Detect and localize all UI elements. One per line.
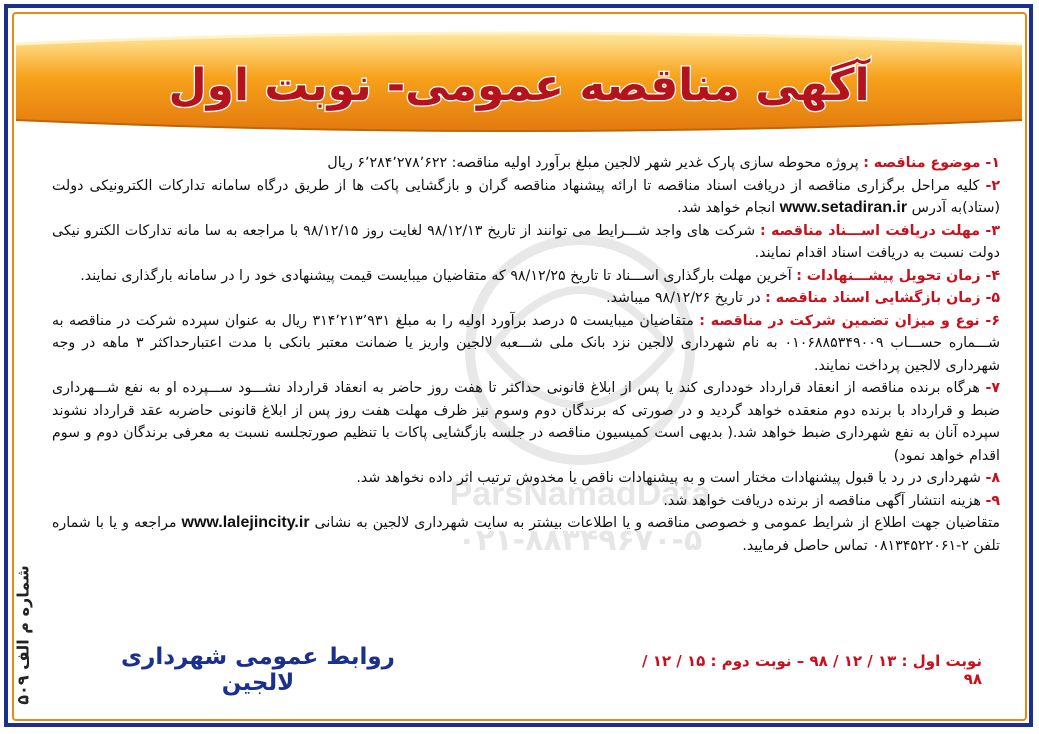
notice-body [52, 152, 1000, 557]
ad-number: شماره م الف ۵۰۹ [13, 565, 33, 705]
watermark-phone: ۰۲۱-۸۸۳۴۹۶۷۰-۵ [457, 523, 703, 558]
item-5: ۵- زمان بازگشایی اسناد مناقصه : در تاریخ ۹۸/۱۲/۲۶ میباشد. [606, 290, 1000, 306]
item-6: ۶- نوع و میزان تضمین شرکت در مناقصه : متقاضیان میبایست ۵ درصد برآورد اولیه را به مبلغ ۳۱۴٬۲۱۳٬۹۳۱ ریال به عنوان سپرده شرکت در مناقصه به شـــماره حســـاب ۰۱۰۶۸۸۵۳۴۹۰۰۹ به نام شهرداری لالجین نزد بانک ملی شـــعبه لالجین واریز یا ضمانت معتبر بانکی با مدت اعتبارحداکثر ۳ ماهه در وجه شهرداری لالجین پرداخت نمایند. [52, 312, 1000, 374]
item-3: ۳- مهلت دریافت اســـناد مناقصه : شرکت های واجد شـــرایط می توانند از تاریخ ۹۸/۱۲/۱۳ لغایت روز ۹۸/۱۲/۱۵ با مراجعه به سا مانه تدارکات الکترو نیکی دولت نسبت به دریافت اسناد اقدام نمایند. [52, 222, 1000, 261]
item-1: ۱- موضوع مناقصه : پروژه محوطه سازی پارک غدیر شهر لالجین مبلغ برآورد اولیه مناقصه: ۶٬۲۸۴٬۲۷۸٬۶۲۲ ریال [327, 155, 1000, 171]
item-8: ۸- شهرداری در رد یا قبول پیشنهادات مختار است و به پیشنهادات ناقص یا مخدوش ترتیب اثر داده نخواهد شد. [356, 470, 1000, 486]
title-banner [16, 22, 1022, 142]
item-2: ۲- کلیه مراحل برگزاری مناقصه از دریافت اسناد مناقصه تا ارائه پیشنهاد مناقصه گران و بازگشایی پاکت ها از طریق درگاه سامانه تدارکات الکترونیکی دولت (ستاد)به آدرس www.setadiran.ir انجام خواهد شد. [52, 177, 1000, 216]
item-4: ۴- زمان تحویل پیشـــنهادات : آخرین مهلت بارگذاری اســـناد تا تاریخ ۹۸/۱۲/۲۵ که متقاضیان میبایست قیمت پیشنهادی خود را در سامانه بارگذاری نمایند. [80, 267, 1000, 284]
lalejin-link[interactable]: www.lalejincity.ir [181, 514, 310, 531]
signature: روابط عمومی شهرداری لالجین [121, 644, 395, 696]
page-title: آگهی مناقصه عمومی- نوبت اول [168, 60, 870, 111]
publication-dates: نوبت اول : ۱۳ / ۱۲ / ۹۸ – نوبت دوم : ۱۵ / ۱۲ / ۹۸ [642, 652, 982, 688]
item-7: ۷- هرگاه برنده مناقصه از انعقاد قرارداد خودداری کند یا پس از ابلاغ قانونی حداکثر تا هفت روز حاضر به انعقاد قرارداد نشـــود ســـپرده او به نفع شـــهرداری ضبط و قرارداد با برنده دوم منعقده خواهد گردید و در صورتی که برندگان دوم وسوم نیز ظرف مهلت هفت روز پس از ابلاغ قانونی حاضربه عقد قرارداد نشوند سپرده آنان به نفع شهرداری ضبط خواهد شد.( بدیهی است کمیسیون مناقصه در جلسه بازگشایی پاکات با تنظیم صورتجلسه نسبت به معرفی برندگان دوم و سوم اقدام خواهد نمود) [52, 380, 1000, 464]
watermark-text: ParsNamadData [449, 475, 711, 513]
closing-paragraph: متقاضیان جهت اطلاع از شرایط عمومی و خصوصی مناقصه و یا اطلاعات بیشتر به سایت شهرداری لالجین به نشانی www.lalejincity.ir مراجعه و یا با شماره تلفن ۲-۰۸۱۳۴۵۲۲۰۶۱ تماس حاصل فرمایید. [52, 514, 1000, 554]
item-9: ۹- هزینه انتشار آگهی مناقصه از برنده دریافت خواهد شد. [663, 492, 1000, 509]
setad-link[interactable]: www.setadiran.ir [779, 199, 908, 216]
